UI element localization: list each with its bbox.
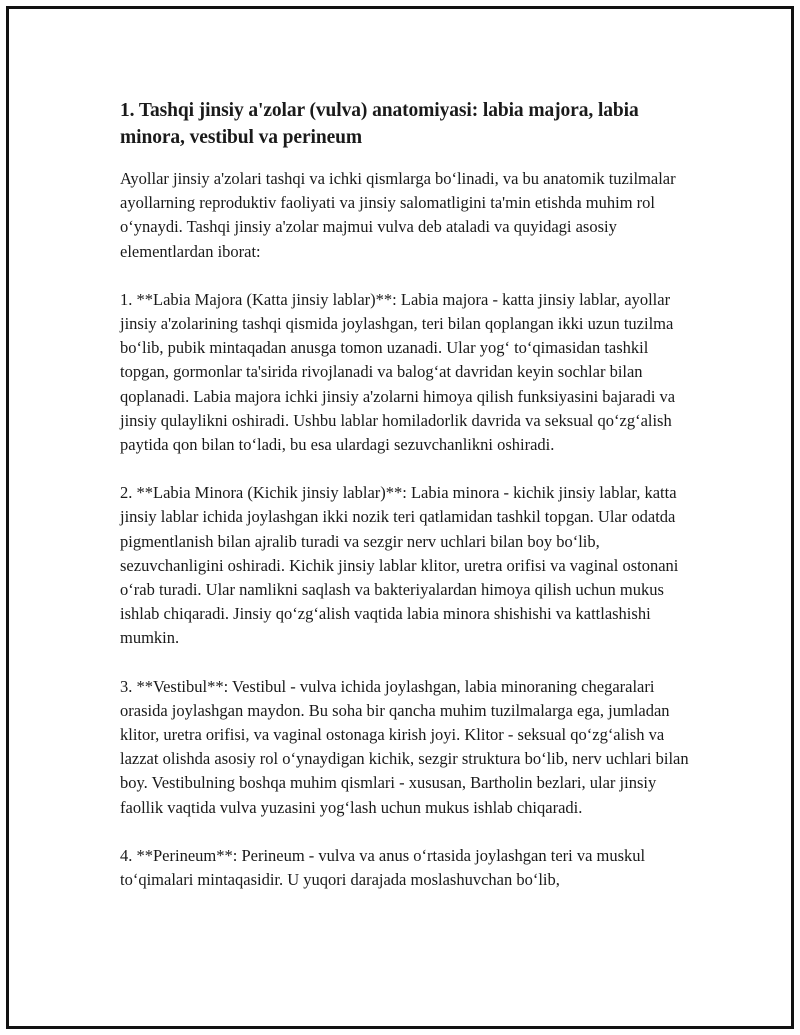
intro-paragraph: Ayollar jinsiy a'zolari tashqi va ichki qismlarga bo‘linadi, va bu anatomik tuzilmalar ayollarning reproduktiv faoliyati va jinsiy salomatligini ta'min etishda muhim rol o‘ynaydi. Tashqi jinsiy a'zolar majmui vulva deb ataladi va quyidagi asosiy elementlardan iborat: xyxy=(120,169,676,261)
perineum-paragraph: 4. **Perineum**: Perineum - vulva va anus o‘rtasida joylashgan teri va muskul to‘qimalari mintaqasidir. U yuqori darajada moslashuvchan bo‘lib, xyxy=(120,845,646,890)
vestibul-paragraph: 3. **Vestibul**: Vestibul - vulva ichida joylashgan, labia minoraning chegaralari orasida joylashgan maydon. Bu soha bir qancha muhim tuzilmalarga ega, jumladan klitor, uretra orifisi, va vaginal ostonaga kirish joyi. Klitor - seksual qo‘zg‘alish va lazzat olishda asosiy rol o‘ynaydigan kichik, sezgir struktura bo‘lib, nerv uchlari bilan boy. Vestibulning boshqa muhim qismlari - xususan, Bartholin bezlari, ular jinsiy faollik vaqtida vulva yuzasini yog‘lash uchun mukus ishlab chiqaradi. xyxy=(120,676,689,817)
document-title: 1. Tashqi jinsiy a'zolar (vulva) anatomiyasi: labia majora, labia minora, vestibul va perineum xyxy=(120,100,639,148)
page-frame xyxy=(6,6,794,1029)
document-body xyxy=(120,97,690,916)
labia-majora-paragraph: 1. **Labia Majora (Katta jinsiy lablar)**: Labia majora - katta jinsiy lablar, ayollar jinsiy a'zolarining tashqi qismida joylashgan, teri bilan qoplangan ikki uzun tuzilma bo‘lib, pubik mintaqadan anusga tomon uzanadi. Ular yog‘ to‘qimasidan tashkil topgan, gormonlar ta'sirida rivojlanadi va balog‘at davridan keyin sochlar bilan qoplanadi. Labia majora ichki jinsiy a'zolarni himoya qilish funksiyasini bajaradi va jinsiy qulaylikni oshiradi. Ushbu lablar homiladorlik davrida va seksual qo‘zg‘alish paytida qon bilan to‘ladi, bu esa ulardagi sezuvchanlikni oshiradi. xyxy=(120,289,676,455)
labia-minora-paragraph: 2. **Labia Minora (Kichik jinsiy lablar)**: Labia minora - kichik jinsiy lablar, katta jinsiy lablar ichida joylashgan ikki nozik teri qatlamidan tashkil topgan. Ular odatda pigmentlanish bilan ajralib turadi va sezgir nerv uchlari bilan boy bo‘lib, sezuvchanligini oshiradi. Kichik jinsiy lablar klitor, uretra orifisi va vaginal ostonani o‘rab turadi. Ular namlikni saqlash va bakteriyalardan himoya qilish uchun mukus ishlab chiqaradi. Jinsiy qo‘zg‘alish vaqtida labia minora shishishi va kattlashishi mumkin. xyxy=(120,483,679,648)
